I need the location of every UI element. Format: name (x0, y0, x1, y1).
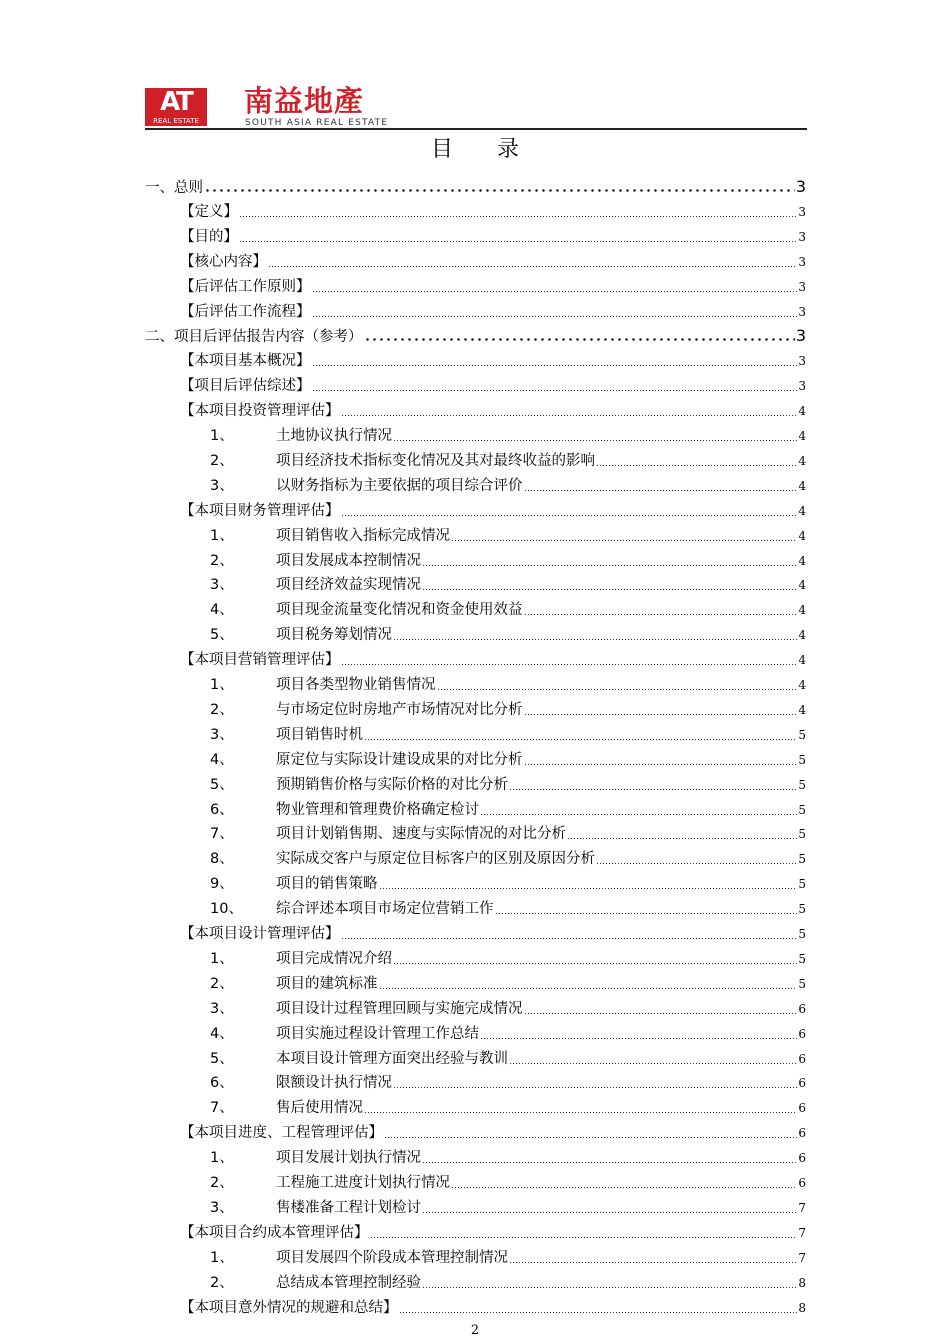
toc-dot-leader (379, 988, 798, 989)
toc-entry-number: 1、 (210, 1150, 234, 1167)
toc-dot-leader (524, 714, 798, 715)
toc-entry-title: 项目的建筑标准 (276, 975, 378, 992)
toc-dot-leader (239, 216, 797, 217)
toc-entry-title: 售楼准备工程计划检讨 (276, 1199, 421, 1216)
toc-entry[interactable] (145, 325, 806, 347)
toc-entry[interactable] (180, 823, 806, 845)
toc-dot-leader (524, 1013, 798, 1014)
toc-page-number: 4 (798, 653, 806, 668)
toc-dot-leader (524, 490, 798, 491)
toc-dot-leader (480, 814, 797, 815)
toc-entry[interactable] (180, 699, 806, 721)
toc-page-number: 5 (798, 777, 806, 792)
toc-entry[interactable] (180, 400, 806, 422)
toc-entry[interactable] (180, 599, 806, 621)
toc-entry[interactable] (180, 1247, 806, 1269)
toc-entry[interactable] (180, 724, 806, 746)
toc-dot-leader (379, 888, 798, 889)
toc-entry-title: 售后使用情况 (276, 1100, 363, 1117)
toc-entry[interactable] (180, 799, 806, 821)
toc-entry[interactable] (180, 350, 806, 372)
toc-entry-title: 实际成交客户与原定位目标客户的区别及原因分析 (276, 851, 595, 868)
toc-entry[interactable] (180, 1097, 806, 1119)
toc-page-number: 4 (798, 478, 806, 493)
toc-page-number: 3 (795, 177, 806, 196)
header-divider (145, 128, 807, 130)
toc-entry-number: 2、 (210, 1175, 234, 1191)
toc-entry[interactable] (180, 649, 806, 671)
toc-dot-leader (341, 938, 798, 939)
toc-entry[interactable] (180, 251, 806, 273)
toc-entry[interactable] (180, 948, 806, 970)
toc-entry[interactable] (180, 774, 806, 796)
toc-page-number: 8 (798, 1275, 806, 1290)
toc-page-number: 4 (798, 429, 806, 443)
toc-entry[interactable] (180, 475, 806, 497)
toc-entry-title: 工程施工进度计划执行情况 (276, 1175, 450, 1191)
toc-entry-number: 6、 (210, 1075, 234, 1092)
toc-entry-number: 5、 (210, 1050, 234, 1067)
toc-dot-leader (341, 415, 798, 416)
toc-page-number: 3 (795, 326, 806, 346)
toc-page-number: 5 (798, 727, 806, 742)
toc-entry-title: 项目发展四个阶段成本管理控制情况 (276, 1249, 508, 1266)
toc-entry-number: 9、 (210, 876, 234, 893)
toc-page-number: 6 (798, 1176, 806, 1190)
toc-entry-title: 土地协议执行情况 (276, 428, 392, 444)
toc-entry-title: 【本项目财务管理评估】 (180, 502, 340, 519)
company-logo (145, 88, 207, 126)
toc-entry[interactable] (180, 1048, 806, 1070)
toc-dot-leader (312, 316, 798, 317)
toc-page-number: 7 (798, 1200, 806, 1215)
toc-page-number: 6 (798, 1151, 806, 1166)
toc-entry-number: 1、 (210, 677, 234, 693)
toc-entry-number: 1、 (210, 1249, 234, 1266)
toc-dot-leader (341, 664, 798, 665)
toc-entry[interactable] (180, 574, 806, 596)
toc-page-number: 4 (798, 453, 806, 468)
toc-entry-number: 2、 (210, 452, 234, 469)
toc-entry[interactable] (180, 873, 806, 895)
toc-dot-leader (524, 764, 798, 765)
toc-entry-title: 【目的】 (180, 228, 238, 245)
toc-entry-title: 【本项目意外情况的规避和总结】 (180, 1299, 398, 1316)
toc-entry-number: 4、 (210, 602, 234, 619)
toc-dot-leader (399, 1312, 798, 1313)
toc-entry-number: 3、 (210, 1199, 234, 1216)
toc-entry-title: 以财务指标为主要依据的项目综合评价 (276, 477, 523, 494)
toc-dot-leader (384, 1137, 797, 1138)
toc-dot-leader (495, 913, 798, 914)
toc-page-number: 3 (798, 304, 806, 319)
toc-dot-leader (393, 440, 797, 441)
toc-dot-leader (567, 838, 797, 839)
toc-entry-title: 物业管理和管理费价格确定检讨 (276, 801, 479, 818)
toc-entry[interactable] (180, 450, 806, 472)
brand-name-chinese: 南益地產 (244, 84, 365, 118)
toc-page-number: 3 (798, 279, 806, 294)
toc-entry-title: 项目实施过程设计管理工作总结 (276, 1025, 479, 1042)
toc-entry-number: 1、 (210, 950, 234, 967)
toc-dot-leader (422, 589, 797, 590)
toc-entry[interactable] (180, 301, 806, 323)
toc-page-number: 5 (798, 902, 806, 917)
toc-page-number: 8 (798, 1300, 806, 1315)
toc-entry[interactable] (180, 525, 806, 547)
toc-page-number: 4 (798, 553, 806, 568)
toc-entry-title: 【本项目进度、工程管理评估】 (180, 1125, 383, 1142)
toc-page-number: 4 (798, 702, 806, 717)
toc-dot-leader (480, 1038, 797, 1039)
toc-page-number: 6 (798, 1126, 806, 1141)
toc-dot-leader (341, 515, 798, 516)
toc-entry-number: 3、 (210, 477, 234, 494)
toc-dot-leader (596, 465, 797, 466)
toc-entry-title: 【后评估工作流程】 (180, 303, 311, 320)
toc-page-number: 3 (798, 354, 806, 369)
toc-entry[interactable] (180, 1197, 806, 1219)
toc-entry-title: 项目经济技术指标变化情况及其对最终收益的影响 (276, 452, 595, 469)
toc-page-number: 3 (798, 204, 806, 219)
toc-dot-leader (312, 291, 798, 292)
toc-entry[interactable] (180, 624, 806, 646)
toc-dot-leader (393, 1087, 797, 1088)
toc-dot-leader (393, 963, 797, 964)
toc-page-number: 5 (798, 752, 806, 767)
toc-entry-title: 综合评述本项目市场定位营销工作 (276, 901, 494, 918)
toc-entry-title: 原定位与实际设计建设成果的对比分析 (276, 751, 523, 768)
toc-page-number: 7 (798, 1250, 806, 1265)
toc-entry-number: 10、 (210, 901, 243, 918)
toc-entry-number: 7、 (210, 1100, 234, 1117)
toc-entry-title: 本项目设计管理方面突出经验与教训 (276, 1050, 508, 1067)
toc-page-number: 5 (798, 802, 806, 817)
toc-page-number: 5 (798, 877, 806, 892)
toc-entry-title: 项目现金流量变化情况和资金使用效益 (276, 602, 523, 619)
toc-page-number: 5 (798, 927, 806, 941)
toc-entry-title: 项目销售时机 (276, 726, 363, 743)
toc-entry-number: 4、 (210, 1025, 234, 1042)
toc-entry-title: 项目发展计划执行情况 (276, 1150, 421, 1167)
document-header (145, 84, 807, 132)
toc-dot-leader (509, 1063, 797, 1064)
toc-entry-title: 项目发展成本控制情况 (276, 552, 421, 569)
toc-entry-title: 【本项目营销管理评估】 (180, 652, 340, 669)
toc-entry-title: 【本项目合约成本管理评估】 (180, 1224, 369, 1241)
toc-dot-leader (422, 1287, 797, 1288)
toc-dot-leader (509, 789, 797, 790)
toc-page-number: 4 (798, 578, 806, 593)
toc-entry[interactable] (180, 1072, 806, 1094)
toc-page-number: 5 (798, 976, 806, 991)
toc-entry-title: 预期销售价格与实际价格的对比分析 (276, 776, 508, 793)
toc-entry-number: 7、 (210, 826, 234, 843)
page-number: 2 (470, 1323, 480, 1338)
brand-name-english: SOUTH ASIA REAL ESTATE (245, 118, 389, 128)
toc-entry[interactable] (180, 1122, 806, 1144)
toc-page-number: 3 (798, 379, 806, 394)
toc-entry-number: 3、 (210, 577, 234, 594)
toc-entry-title: 【核心内容】 (180, 253, 267, 270)
toc-dot-leader (422, 565, 797, 566)
toc-entry[interactable] (180, 1272, 806, 1294)
toc-entry-title: 项目税务筹划情况 (276, 627, 392, 644)
toc-page-number: 4 (798, 503, 806, 518)
toc-page-number: 6 (798, 1101, 806, 1116)
toc-entry-title: 总结成本管理控制经验 (276, 1274, 421, 1291)
toc-entry[interactable] (180, 550, 806, 572)
toc-page-number: 6 (798, 1001, 806, 1016)
toc-dot-leader (451, 1187, 797, 1188)
toc-entry-title: 二、项目后评估报告内容（参考） (145, 329, 363, 346)
toc-entry-title: 一、总则 (145, 180, 203, 196)
toc-entry-title: 【定义】 (180, 203, 238, 220)
toc-dot-leader (239, 241, 797, 242)
toc-page-number: 3 (798, 254, 806, 269)
toc-entry[interactable] (180, 1222, 806, 1244)
toc-entry-title: 【本项目投资管理评估】 (180, 403, 340, 420)
toc-dot-leader (204, 189, 795, 192)
toc-dot-leader (509, 1262, 797, 1263)
toc-entry[interactable] (180, 848, 806, 870)
toc-entry[interactable] (180, 375, 806, 397)
toc-entry[interactable] (180, 1297, 806, 1319)
toc-page-number: 5 (798, 951, 806, 966)
toc-entry[interactable] (180, 973, 806, 995)
toc-entry-title: 项目计划销售期、速度与实际情况的对比分析 (276, 826, 566, 843)
toc-entry-title: 与市场定位时房地产市场情况对比分析 (276, 701, 523, 718)
toc-entry[interactable] (180, 425, 806, 447)
toc-entry-number: 6、 (210, 801, 234, 818)
toc-entry[interactable] (180, 500, 806, 522)
toc-entry-number: 2、 (210, 1274, 234, 1291)
toc-entry-title: 【项目后评估综述】 (180, 378, 311, 395)
toc-entry-number: 2、 (210, 552, 234, 569)
toc-page-number: 4 (798, 628, 806, 643)
toc-dot-leader (312, 365, 798, 366)
toc-entry[interactable] (180, 276, 806, 298)
toc-dot-leader (393, 639, 797, 640)
toc-entry-title: 项目设计过程管理回顾与实施完成情况 (276, 1000, 523, 1017)
toc-entry-number: 1、 (210, 428, 234, 444)
toc-entry-number: 3、 (210, 1000, 234, 1017)
toc-entry[interactable] (180, 1147, 806, 1169)
toc-entry-number: 3、 (210, 726, 234, 743)
toc-entry[interactable] (180, 201, 806, 223)
toc-page-number: 4 (798, 603, 806, 618)
toc-entry-title: 【本项目设计管理评估】 (180, 926, 340, 942)
toc-dot-leader (364, 338, 795, 341)
toc-page-number: 6 (798, 1076, 806, 1091)
toc-entry-number: 1、 (210, 527, 234, 544)
toc-entry[interactable] (180, 1023, 806, 1045)
toc-dot-leader (370, 1237, 798, 1238)
toc-entry-title: 【后评估工作原则】 (180, 278, 311, 295)
toc-page-number: 4 (798, 404, 806, 419)
toc-dot-leader (437, 689, 798, 690)
toc-page-number: 5 (798, 827, 806, 842)
toc-entry-number: 4、 (210, 751, 234, 768)
toc-entry[interactable] (180, 749, 806, 771)
toc-entry[interactable] (180, 674, 806, 696)
toc-entry-title: 【本项目基本概况】 (180, 353, 311, 370)
toc-entry[interactable] (180, 1172, 806, 1194)
toc-dot-leader (422, 1212, 797, 1213)
toc-dot-leader (422, 1162, 797, 1163)
toc-dot-leader (364, 739, 797, 740)
toc-entry-title: 项目销售收入指标完成情况 (276, 527, 450, 544)
toc-dot-leader (451, 540, 797, 541)
toc-page-number: 3 (798, 229, 806, 244)
toc-entry-title: 限额设计执行情况 (276, 1075, 392, 1092)
toc-entry-number: 5、 (210, 776, 234, 793)
toc-entry[interactable] (180, 998, 806, 1020)
toc-entry[interactable] (180, 923, 806, 945)
toc-entry-number: 5、 (210, 627, 234, 644)
toc-entry-number: 2、 (210, 701, 234, 718)
toc-page-number: 7 (798, 1225, 806, 1240)
toc-entry-title: 项目完成情况介绍 (276, 950, 392, 967)
toc-page-number: 5 (798, 852, 806, 867)
toc-entry-title: 项目经济效益实现情况 (276, 577, 421, 594)
toc-entry-title: 项目的销售策略 (276, 876, 378, 893)
toc-entry[interactable] (145, 176, 806, 198)
toc-entry-number: 8、 (210, 851, 234, 868)
toc-entry[interactable] (180, 226, 806, 248)
toc-page-number: 4 (798, 678, 806, 692)
toc-dot-leader (312, 390, 798, 391)
toc-entry[interactable] (180, 898, 806, 920)
toc-dot-leader (596, 863, 797, 864)
toc-dot-leader (364, 1112, 797, 1113)
toc-entry-title: 项目各类型物业销售情况 (276, 677, 436, 693)
toc-title: 目录 (430, 137, 563, 162)
toc-dot-leader (524, 614, 798, 615)
toc-page-number: 6 (798, 1026, 806, 1041)
toc-entry-number: 2、 (210, 975, 234, 992)
toc-dot-leader (268, 266, 797, 267)
toc-page-number: 6 (798, 1051, 806, 1066)
toc-page-number: 4 (798, 528, 806, 543)
logo-glyph: AT (160, 88, 192, 117)
logo-subtext: REAL ESTATE (153, 117, 199, 125)
